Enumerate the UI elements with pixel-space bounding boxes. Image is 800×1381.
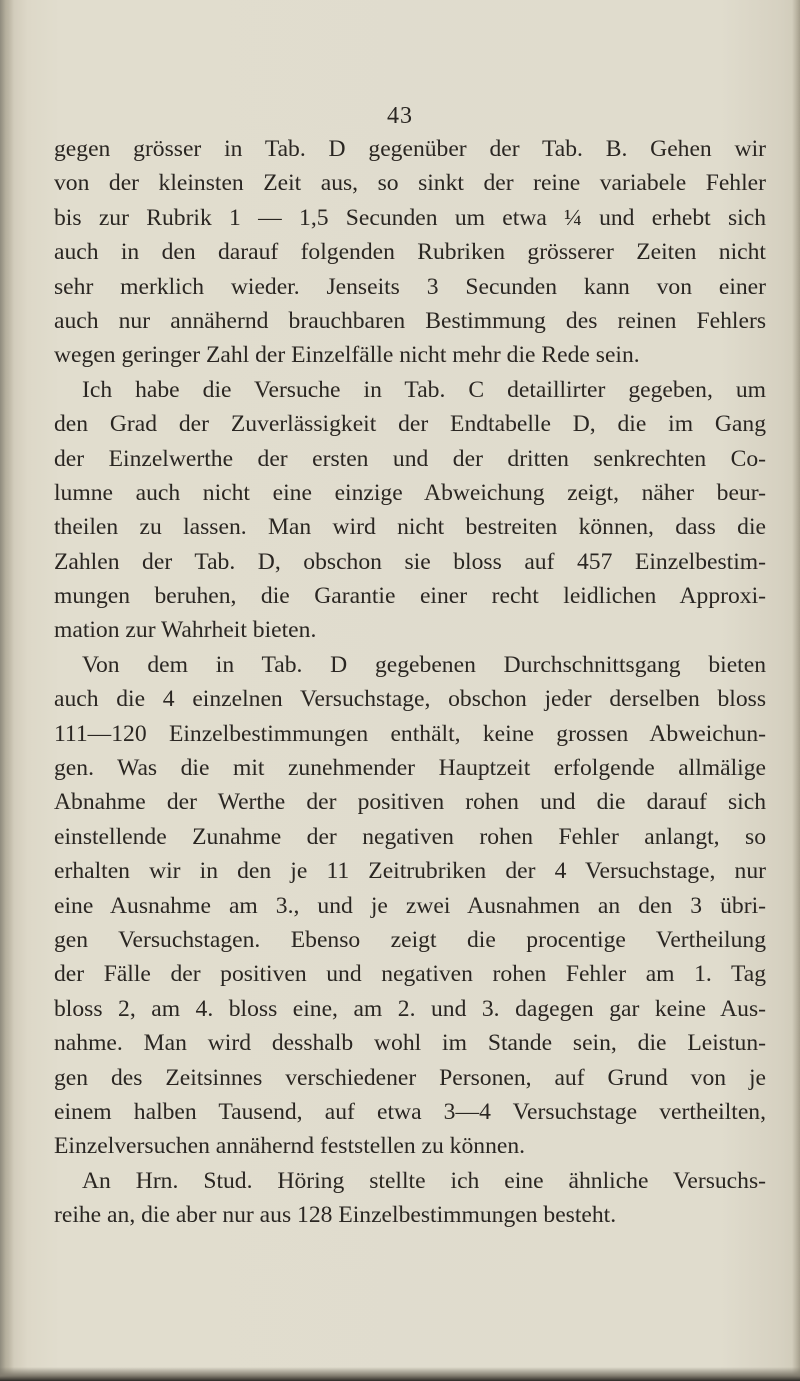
page-number: 43 [387, 103, 413, 129]
text-line: An Hrn. Stud. Höring stellte ich eine ähnliche Versuchs- [82, 1167, 766, 1194]
text-line: der Einzelwerthe der ersten und der dritten senkrechten Co- [54, 445, 766, 472]
text-line: Zahlen der Tab. D, obschon sie bloss auf 457 Einzelbestim- [54, 548, 766, 575]
text-line: theilen zu lassen. Man wird nicht bestreiten können, dass die [54, 514, 766, 541]
text-line: gen Versuchstagen. Ebenso zeigt die procentige Vertheilung [54, 926, 766, 953]
text-line: gen des Zeitsinnes verschiedener Personen, auf Grund von je [54, 1064, 766, 1091]
binding-gutter [0, 0, 14, 1381]
text-line: nahme. Man wird desshalb wohl im Stande sein, die Leistun- [54, 1030, 766, 1057]
text-line: reihe an, die aber nur aus 128 Einzelbestimmungen besteht. [54, 1202, 617, 1229]
text-line: einstellende Zunahme der negativen rohen Fehler anlangt, so [54, 823, 766, 850]
text-line: mation zur Wahrheit bieten. [54, 617, 317, 644]
text-line: gegen grösser in Tab. D gegenüber der Tab. B. Gehen wir [54, 136, 766, 162]
page-edge-right [792, 0, 800, 1381]
text-line: von der kleinsten Zeit aus, so sinkt der reine variabele Fehler [54, 170, 766, 197]
text-line: Einzelversuchen annähernd feststellen zu können. [54, 1133, 526, 1160]
text-line: gen. Was die mit zunehmender Hauptzeit erfolgende allmälige [54, 755, 766, 782]
text-line: Von dem in Tab. D gegebenen Durchschnittsgang bieten [82, 651, 766, 678]
text-line: lumne auch nicht eine einzige Abweichung zeigt, näher beur- [54, 479, 766, 506]
text-line: auch nur annähernd brauchbaren Bestimmung des reinen Fehlers [54, 307, 766, 334]
page-edge-bottom [0, 1367, 800, 1381]
text-line: 111—120 Einzelbestimmungen enthält, keine grossen Abweichun- [54, 720, 766, 747]
text-line: der Fälle der positiven und negativen rohen Fehler am 1. Tag [54, 961, 766, 988]
text-line: Ich habe die Versuche in Tab. C detaillirter gegeben, um [82, 376, 766, 403]
text-line: bis zur Rubrik 1 — 1,5 Secunden um etwa ¼ und erhebt sich [54, 204, 766, 231]
text-line: Abnahme der Werthe der positiven rohen und die darauf sich [54, 789, 766, 816]
text-line: auch die 4 einzelnen Versuchstage, obschon jeder derselben bloss [54, 686, 766, 713]
text-line: erhalten wir in den je 11 Zeitrubriken der 4 Versuchstage, nur [54, 858, 766, 885]
text-line: den Grad der Zuverlässigkeit der Endtabelle D, die im Gang [54, 411, 766, 438]
text-line: bloss 2, am 4. bloss eine, am 2. und 3. dagegen gar keine Aus- [54, 995, 766, 1022]
text-line: mungen beruhen, die Garantie einer recht leidlichen Approxi- [54, 583, 766, 610]
text-line: auch in den darauf folgenden Rubriken grösserer Zeiten nicht [54, 239, 766, 266]
text-line: wegen geringer Zahl der Einzelfälle nicht mehr die Rede sein. [54, 342, 640, 369]
text-line: sehr merklich wieder. Jenseits 3 Secunden kann von einer [54, 273, 766, 300]
text-line: eine Ausnahme am 3., und je zwei Ausnahmen an den 3 übri- [54, 892, 766, 919]
text-line: einem halben Tausend, auf etwa 3—4 Versuchstage vertheilten, [54, 1098, 766, 1125]
body-text [54, 132, 766, 1233]
